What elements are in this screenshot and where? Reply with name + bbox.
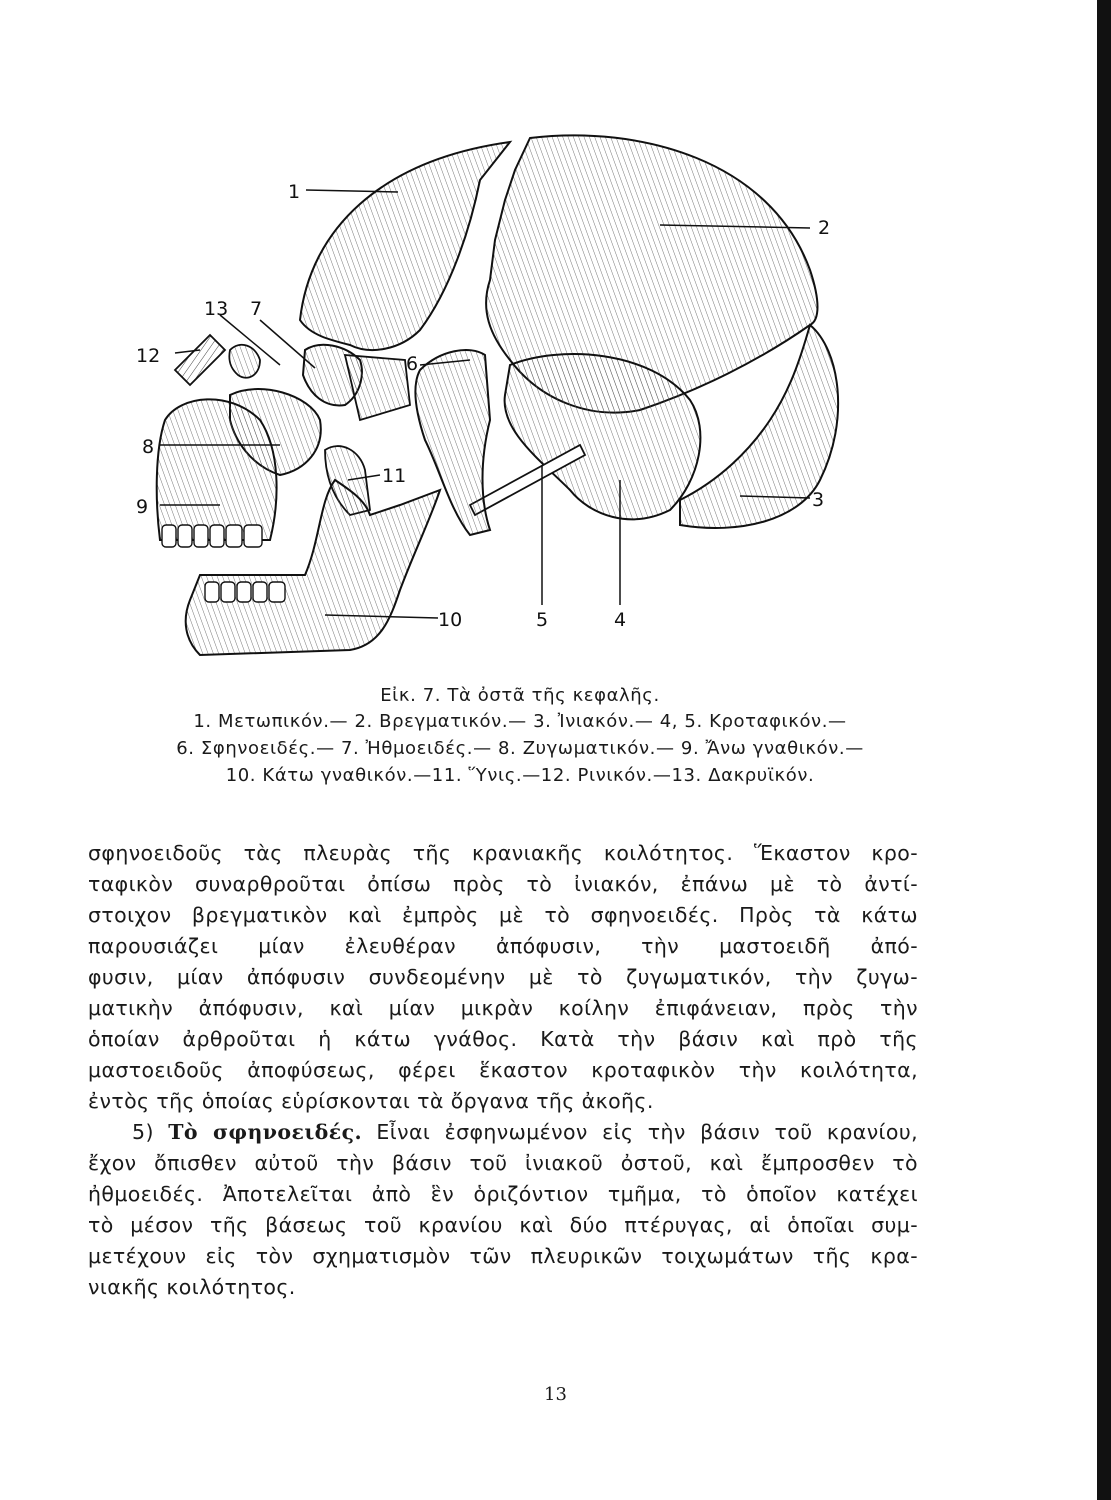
paragraph-temporal [88, 838, 918, 1117]
callout-7: 7 [250, 298, 263, 320]
callout-12: 12 [136, 345, 161, 367]
text-line: τὸ μέσον τῆς βάσεως τοῦ κρανίου καὶ δύο πτέρυγας, αἱ ὁποῖαι συμ- [88, 1213, 918, 1237]
text-line: ταφικὸν συναρθροῦται ὀπίσω πρὸς τὸ ἰνιακόν, ἐπάνω μὲ τὸ ἀντί- [88, 872, 918, 896]
callout-10: 10 [438, 609, 463, 631]
skull-illustration [120, 120, 880, 680]
text-line: στοιχον βρεγματικὸν καὶ ἐμπρὸς μὲ τὸ σφηνοειδές. Πρὸς τὰ κάτω [88, 903, 918, 927]
callout-2: 2 [818, 217, 831, 239]
text-line: νιακῆς κοιλότητος. [88, 1275, 296, 1299]
text-line: ἔχον ὄπισθεν αὐτοῦ τὴν βάσιν τοῦ ἰνιακοῦ ὀστοῦ, καὶ ἔμπροσθεν τὸ [88, 1151, 918, 1175]
ethmoid-wing [345, 355, 410, 420]
section-first-line [88, 1117, 918, 1148]
section-number: 5) [132, 1120, 154, 1144]
callout-11: 11 [382, 465, 407, 487]
text-line: ἠθμοειδές. Ἀποτελεῖται ἀπὸ ἓν ὁριζόντιον τμῆμα, τὸ ὁποῖον κατέχει [88, 1182, 918, 1206]
legend-line: 1. Μετωπικόν.— 2. Βρεγματικόν.— 3. Ἰνιακόν.— 4, 5. Κροταφικόν.— [193, 711, 847, 732]
skull-figure [120, 120, 880, 680]
figure-legend [80, 708, 960, 789]
text-line: μετέχουν εἰς τὸν σχηματισμὸν τῶν πλευρικῶν τοιχωμάτων τῆς κρα- [88, 1244, 918, 1268]
callout-1: 1 [288, 181, 301, 203]
text-line: φυσιν, μίαν ἀπόφυσιν συνδεομένην μὲ τὸ ζυγωματικόν, τὴν ζυγω- [88, 965, 918, 989]
text-segment: Εἶναι ἐσφηνωμένον εἰς τὴν βάσιν τοῦ κρανίου, [376, 1120, 918, 1144]
callout-5: 5 [536, 609, 549, 631]
nasal-bone [175, 335, 225, 385]
legend-line: 10. Κάτω γναθικόν.—11. Ὕνις.—12. Ρινικόν.—13. Δακρυϊκόν. [225, 765, 815, 786]
callout-4: 4 [614, 609, 627, 631]
section-heading: Τὸ σφηνοειδές. [168, 1120, 362, 1144]
paragraph-sphenoid [88, 1117, 918, 1303]
lower-teeth [205, 582, 285, 602]
page-number: 13 [544, 1384, 567, 1405]
legend-line: 6. Σφηνοειδές.— 7. Ἠθμοειδές.— 8. Ζυγωματικόν.— 9. Ἄνω γναθικόν.— [176, 738, 864, 759]
lacrimal-bone [229, 345, 260, 378]
callout-13: 13 [204, 298, 229, 320]
text-line: μαστοειδοῦς ἀποφύσεως, φέρει ἕκαστον κροταφικὸν τὴν κοιλότητα, [88, 1058, 918, 1082]
text-line: ὁποίαν ἀρθροῦται ἡ κάτω γνάθος. Κατὰ τὴν βάσιν καὶ πρὸ τῆς [88, 1027, 918, 1051]
callout-3: 3 [812, 489, 825, 511]
text-line: σφηνοειδοῦς τὰς πλευρὰς τῆς κρανιακῆς κοιλότητος. Ἕκαστον κρο- [88, 841, 918, 865]
text-line: ἐντὸς τῆς ὁποίας εὑρίσκονται τὰ ὄργανα τῆς ἀκοῆς. [88, 1089, 654, 1113]
figure-caption-title: Εἰκ. 7. Τὰ ὀστᾶ τῆς κεφαλῆς. [380, 685, 660, 706]
text-line: παρουσιάζει μίαν ἐλευθέραν ἀπόφυσιν, τὴν μαστοειδῆ ἀπό- [88, 934, 918, 958]
scan-edge [1097, 0, 1111, 1500]
callout-8: 8 [142, 436, 155, 458]
callout-6: 6 [406, 353, 419, 375]
text-line: ματικὴν ἀπόφυσιν, καὶ μίαν μικρὰν κοίλην ἐπιφάνειαν, πρὸς τὴν [88, 996, 918, 1020]
frontal-bone [300, 142, 510, 350]
body-text [88, 838, 918, 1303]
callout-9: 9 [136, 496, 149, 518]
maxilla [157, 399, 277, 540]
